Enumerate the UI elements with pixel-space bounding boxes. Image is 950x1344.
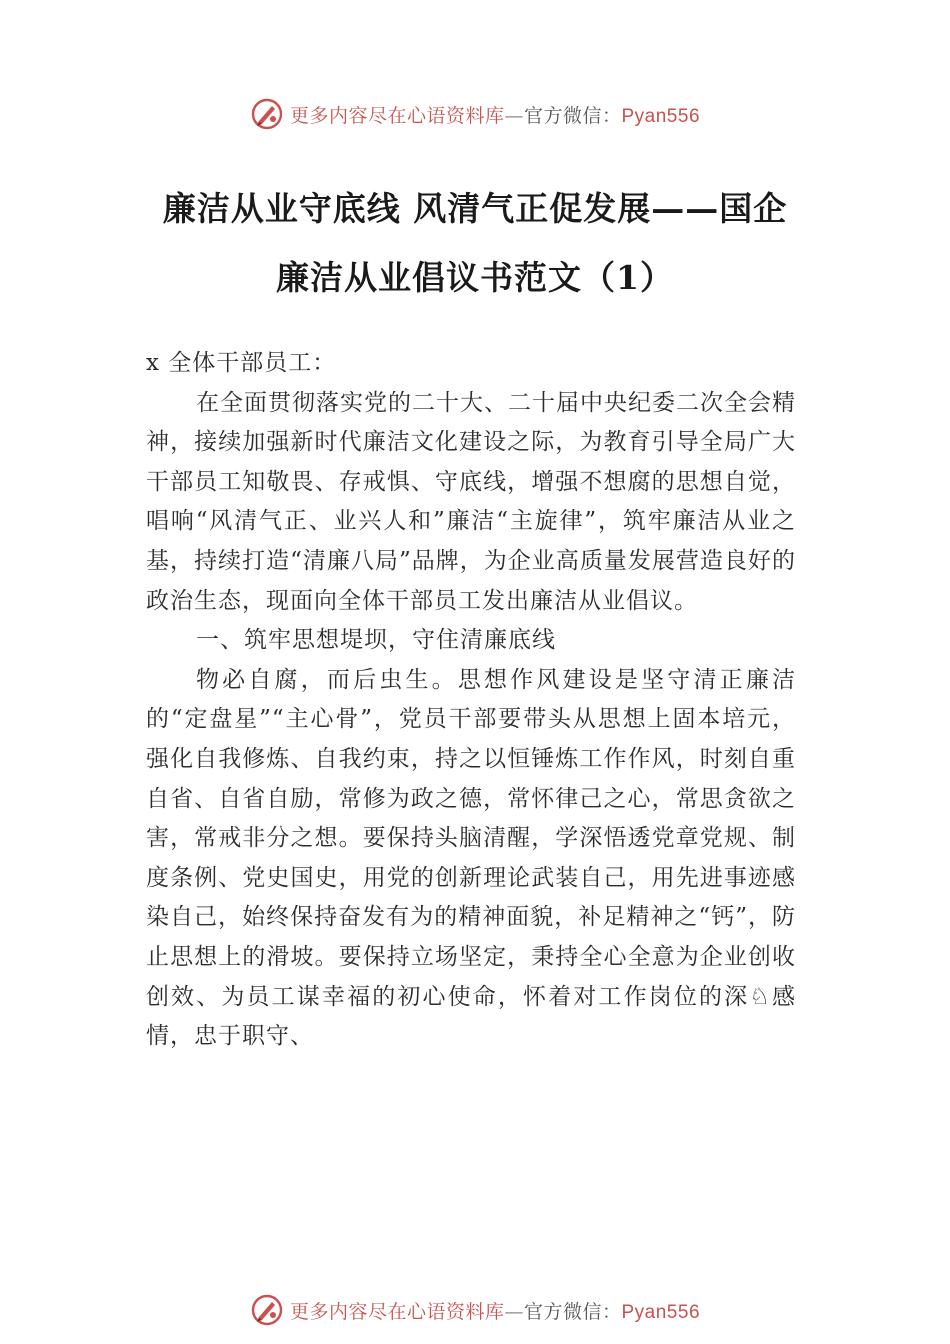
pen-seal-logo-icon bbox=[250, 1293, 284, 1327]
pen-seal-logo-icon bbox=[250, 97, 284, 131]
watermark-text: 更多内容尽在心语资料库—官方微信：Pyan556 bbox=[289, 104, 701, 127]
watermark-text: 更多内容尽在心语资料库—官方微信：Pyan556 bbox=[289, 1300, 701, 1323]
header-watermark-banner bbox=[0, 94, 950, 134]
document-body bbox=[146, 344, 796, 1057]
document-title-line-2: 廉洁从业倡议书范文（1） bbox=[276, 258, 674, 297]
section-heading-1: 一、筑牢思想堤坝，守住清廉底线 bbox=[196, 627, 556, 654]
document-title-line-1: 廉洁从业守底线 风清气正促发展——国企 bbox=[162, 189, 788, 228]
paragraph-section-1: 物必自腐，而后虫生。思想作风建设是坚守清正廉洁的“定盘星”“主心骨”，党员干部要带头从思想上固本培元，强化自我修炼、自我约束，持之以恒锤炼工作作风，时刻自重自省、自省自励，常修为政之德，常怀律己之心，常思贪欲之害，常戒非分之想。要保持头脑清醒，学深悟透党章党规、制度条例、党史国史，用党的创新理论武装自己，用先进事迹感染自己，始终保持奋发有为的精神面貌，补足精神之“钙”，防止思想上的滑坡。要保持立场坚定，秉持全心全意为企业创收创效、为员工谋幸福的初心使命，怀着对工作岗位的深♘感情，忠于职守、 bbox=[146, 666, 796, 1050]
paragraph-intro: 在全面贯彻落实党的二十大、二十届中央纪委二次全会精神，接续加强新时代廉洁文化建设之际，为教育引导全局广大干部员工知敬畏、存戒惧、守底线，增强不想腐的思想自觉，唱响“风清气正、业兴人和”廉洁“主旋律”，筑牢廉洁从业之基，持续打造“清廉八局”品牌，为企业高质量发展营造良好的政治生态，现面向全体干部员工发出廉洁从业倡议。 bbox=[146, 389, 796, 614]
salutation: x 全体干部员工： bbox=[146, 350, 337, 376]
footer-watermark-banner bbox=[0, 1290, 950, 1330]
